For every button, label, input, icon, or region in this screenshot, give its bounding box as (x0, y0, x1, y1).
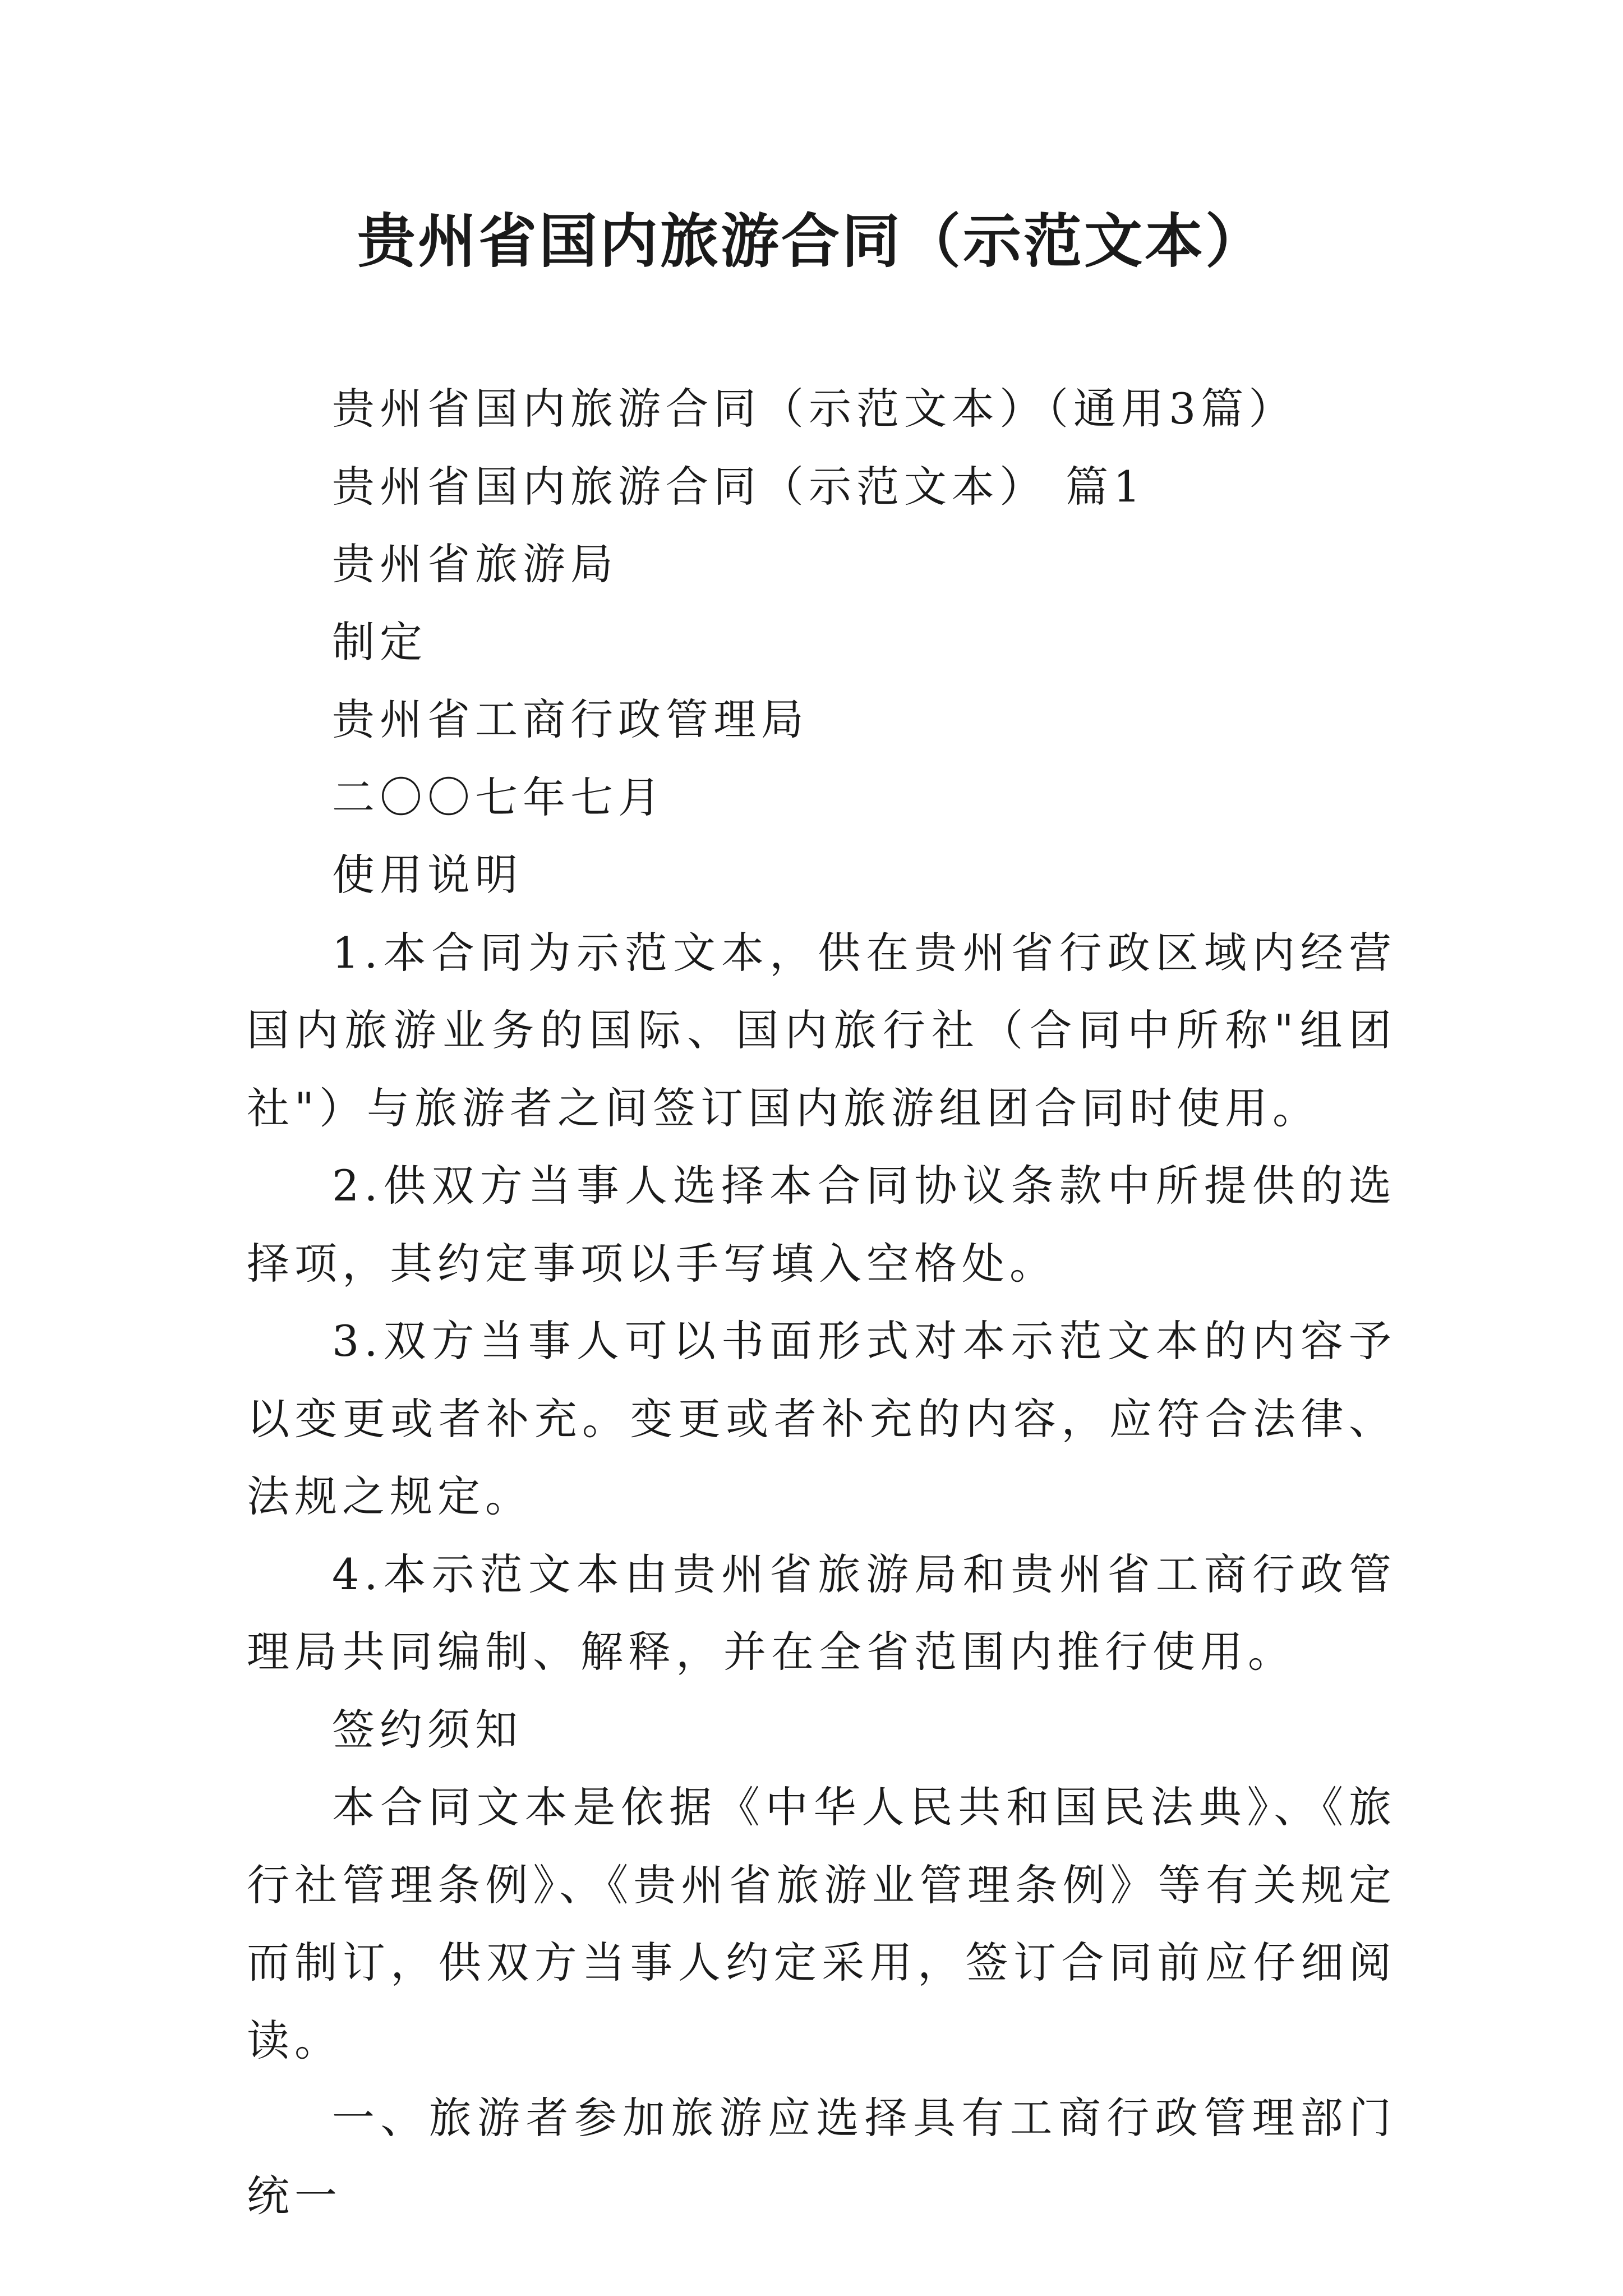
paragraph-signing-heading: 签约须知 (332, 1704, 523, 1755)
document-title: 贵州省国内旅游合同（示范文本） (357, 206, 1266, 275)
paragraph-formulated: 制定 (332, 616, 427, 667)
paragraph-usage-heading: 使用说明 (332, 850, 523, 900)
document-body (247, 370, 1396, 2235)
paragraph-issuer-tourism-bureau: 贵州省旅游局 (332, 539, 618, 589)
paragraph-date: 二〇〇七年七月 (332, 772, 666, 822)
paragraph-usage-item-3: 3.双方当事人可以书面形式对本示范文本的内容予以变更或者补充。变更或者补充的内容，应符合法律、法规之规定。 (247, 1316, 1396, 1521)
paragraph-usage-item-1: 1.本合同为示范文本，供在贵州省行政区域内经营国内旅游业务的国际、国内旅行社（合同中所称"组团社"）与旅游者之间签订国内旅游组团合同时使用。 (247, 927, 1396, 1133)
paragraph-usage-item-2: 2.供双方当事人选择本合同协议条款中所提供的选择项，其约定事项以手写填入空格处。 (247, 1161, 1396, 1289)
paragraph-heading-part-1: 贵州省国内旅游合同（示范文本） 篇1 (332, 461, 1146, 512)
paragraph-signing-item-1: 一、旅游者参加旅游应选择具有工商行政管理部门统一 (247, 2093, 1396, 2221)
paragraph-issuer-industry-commerce: 贵州省工商行政管理局 (332, 694, 809, 744)
paragraph-usage-item-4: 4.本示范文本由贵州省旅游局和贵州省工商行政管理局共同编制、解释，并在全省范围内推行使用。 (247, 1549, 1396, 1677)
paragraph-heading-collection: 贵州省国内旅游合同（示范文本）（通用3篇） (332, 384, 1297, 434)
paragraph-signing-intro: 本合同文本是依据《中华人民共和国民法典》、《旅行社管理条例》、《贵州省旅游业管理条例》等有关规定而制订，供双方当事人约定采用，签订合同前应仔细阅读。 (247, 1782, 1396, 2065)
